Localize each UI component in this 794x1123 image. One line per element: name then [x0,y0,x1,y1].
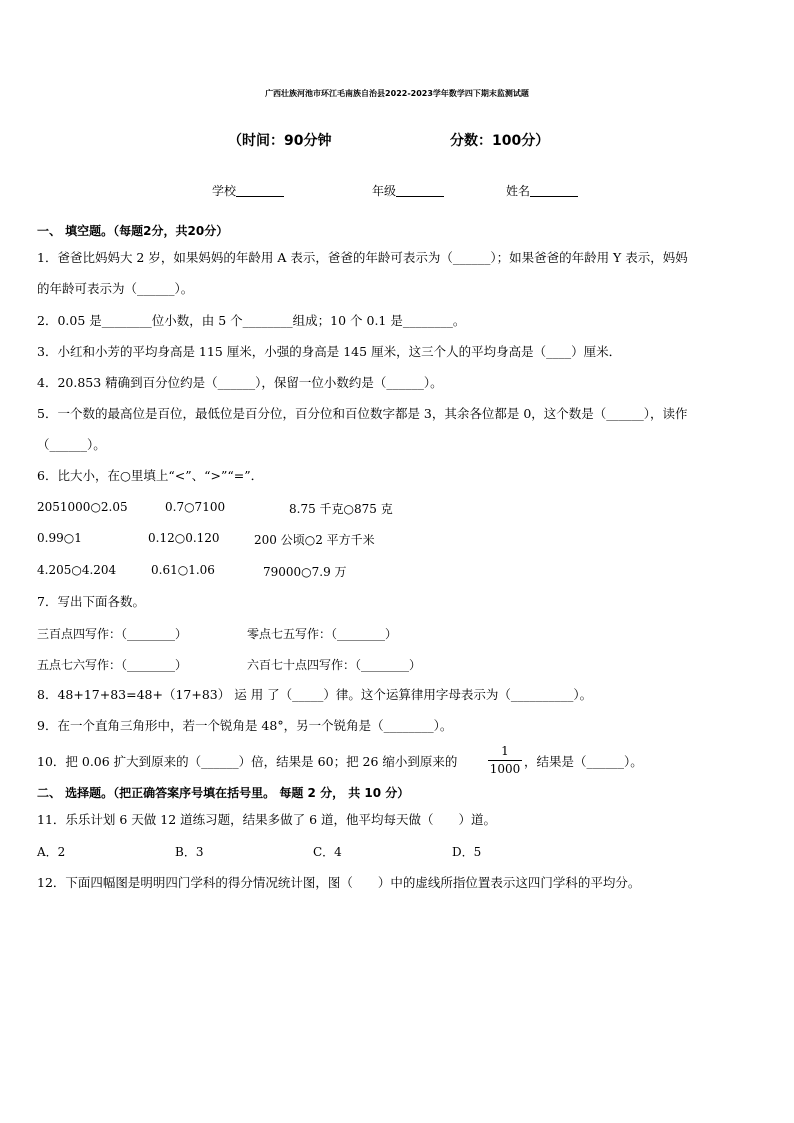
fraction-numerator: 1 [501,744,509,758]
section-choice-heading: 二、 选择题。（把正确答案序号填在括号里。 每题 2 分， 共 10 分） [37,786,410,800]
fraction-bar [488,760,522,761]
time-limit: （时间：90分钟 [228,133,332,149]
school-blank[interactable] [236,184,284,197]
question-11: 11．乐乐计划 6 天做 12 道练习题，结果多做了 6 道，他平均每天做（ ）道。 [37,812,497,827]
question-2: 2．0.05 是________位小数，由 5 个________组成；10 个 0.1 是________。 [37,313,466,328]
question-6: 6．比大小，在○里填上“<”、“>”“=”． [37,468,264,483]
compare-item: 0.61○1.06 [151,563,215,577]
name-label: 姓名 [506,184,531,198]
name-blank[interactable] [530,184,578,197]
write-number-item: 六百七十点四写作：（________） [247,658,422,672]
write-number-item: 三百点四写作：（________） [37,627,188,641]
school-field [212,182,284,199]
compare-item: 2051000○2.05 [37,500,128,514]
grade-label: 年级 [372,184,397,198]
question-7: 7．写出下面各数。 [37,594,145,609]
compare-item: 0.12○0.120 [148,531,220,545]
question-1-line-1: 1．爸爸比妈妈大 2 岁，如果妈妈的年龄用 A 表示，爸爸的年龄可表示为（______）；如果爸爸的年龄用 Y 表示，妈妈 [37,250,688,265]
compare-item: 4.205○4.204 [37,563,117,577]
write-number-item: 五点七六写作：（________） [37,658,188,672]
school-label: 学校 [212,184,237,198]
compare-item: 79000○7.9 万 [263,565,347,579]
name-field [506,182,578,199]
question-4: 4．20.853 精确到百分位约是（______），保留一位小数约是（______）。 [37,375,443,390]
option-b[interactable]: B．3 [175,845,204,859]
compare-item: 8.75 千克○875 克 [289,502,393,516]
option-a[interactable]: A．2 [37,845,66,859]
question-1-line-2: 的年龄可表示为（______）。 [37,281,194,296]
question-8: 8．48+17+83=48+（17+83） 运 用 了（_____）律。这个运算律用字母表示为（__________）。 [37,687,593,702]
compare-item: 0.7○7100 [165,500,226,514]
write-number-item: 零点七五写作：（________） [247,627,398,641]
question-3: 3．小红和小芳的平均身高是 115 厘米，小强的身高是 145 厘米，这三个人的平均身高是（____）厘米． [37,344,622,359]
exam-title: 广西壮族河池市环江毛南族自治县2022-2023学年数学四下期末监测试题 [265,89,529,98]
fraction-one-thousandth [488,744,522,777]
option-d[interactable]: D．5 [452,845,482,859]
fraction-denominator: 1000 [489,762,521,776]
question-10-part-2: ，结果是（______）。 [524,754,643,769]
question-5-line-1: 5．一个数的最高位是百位，最低位是百分位，百分位和百位数字都是 3，其余各位都是 0，这个数是（______），读作 [37,406,688,421]
compare-item: 200 公顷○2 平方千米 [254,533,375,547]
question-5-line-2: （______）。 [37,437,106,452]
grade-field [372,182,444,199]
question-10-part-1: 10．把 0.06 扩大到原来的（______）倍，结果是 60；把 26 缩小到原来的 [37,754,458,769]
section-fill-heading: 一、 填空题。（每题2分，共20分） [37,224,229,238]
option-c[interactable]: C．4 [313,845,342,859]
question-9: 9．在一个直角三角形中，若一个锐角是 48°，另一个锐角是（________）。 [37,718,453,733]
compare-item: 0.99○1 [37,531,82,545]
grade-blank[interactable] [396,184,444,197]
total-score: 分数：100分） [450,133,550,149]
question-12: 12．下面四幅图是明明四门学科的得分情况统计图，图（ ）中的虚线所指位置表示这四门学科的平均分。 [37,875,641,890]
